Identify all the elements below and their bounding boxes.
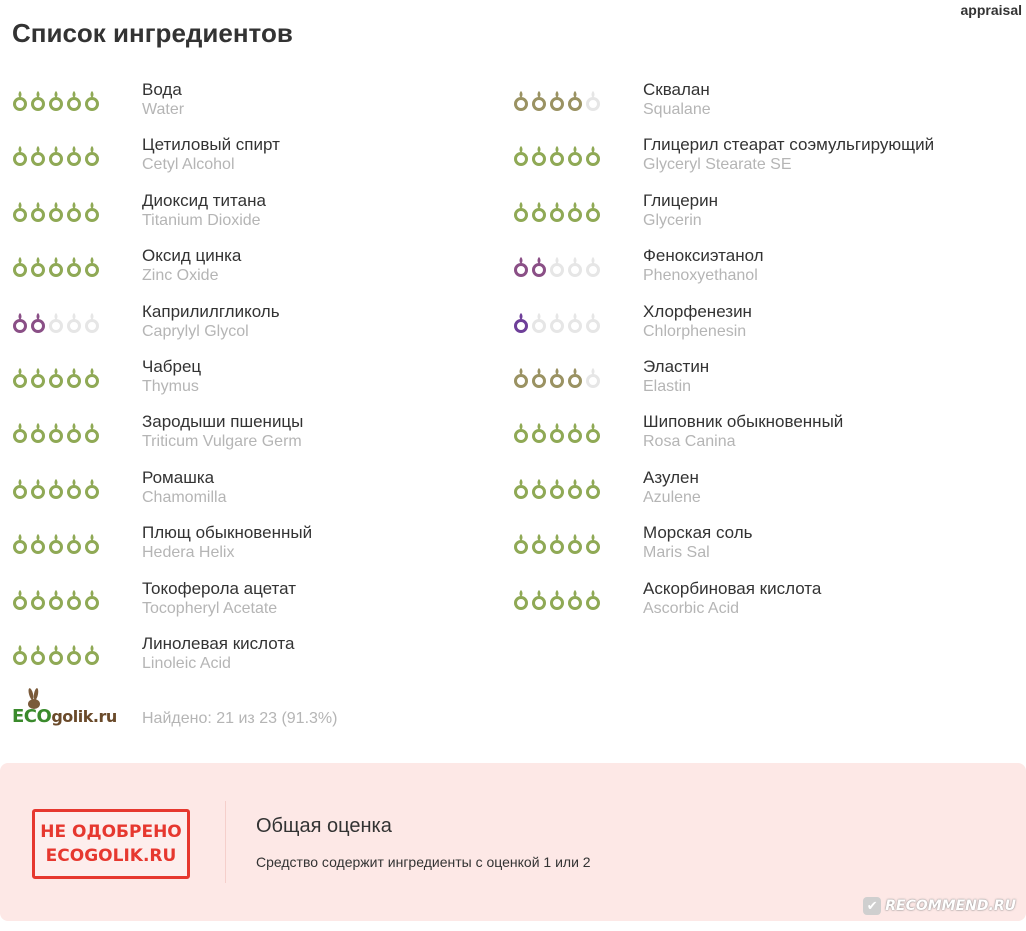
ingredient-names [142,135,280,175]
rating-drop-icon [585,422,601,444]
rating-drop-icon [549,145,565,167]
ingredient-name-ru: Хлорфенезин [643,301,752,321]
rating-drop-icon [84,589,100,611]
rating-drop-icon [531,90,547,112]
ingredient-names [643,246,764,286]
ingredient-rating [513,90,613,112]
rating-drop-icon [567,201,583,223]
ingredient-row[interactable] [513,466,1013,521]
rating-drop-icon [531,312,547,334]
ingredient-name-en: Glyceryl Stearate SE [643,156,792,174]
ingredient-name-en: Cetyl Alcohol [142,156,235,174]
rating-drop-icon [66,90,82,112]
ingredient-name-en: Titanium Dioxide [142,211,261,229]
ingredient-name-en: Triticum Vulgare Germ [142,433,302,451]
rating-drop-icon [12,478,28,500]
ingredient-name-ru: Феноксиэтанол [643,246,764,266]
stamp-line-2: ECOGOLIK.RU [45,846,177,866]
ingredient-row[interactable] [513,133,1013,188]
verdict-panel [0,763,1026,921]
rating-drop-icon [549,367,565,389]
rating-drop-icon [531,533,547,555]
logo-golik: golik.ru [51,707,117,726]
ingredient-row[interactable] [12,78,512,133]
rating-drop-icon [48,644,64,666]
ingredient-name-ru: Сквалан [643,80,710,99]
verdict-title: Общая оценка [256,815,392,837]
not-approved-stamp [32,809,190,879]
ingredient-names [142,357,201,397]
rating-drop-icon [84,644,100,666]
ingredient-name-en: Ascorbic Acid [643,599,740,617]
rating-drop-icon [84,478,100,500]
rating-drop-icon [513,367,529,389]
watermark-text: RECOMMEND.RU [885,898,1016,914]
rating-drop-icon [567,90,583,112]
rating-drop-icon [66,256,82,278]
rating-drop-icon [567,367,583,389]
rating-drop-icon [585,201,601,223]
ingredient-rating [12,201,112,223]
rating-drop-icon [30,644,46,666]
ingredient-names [142,412,303,452]
rating-drop-icon [513,90,529,112]
rating-drop-icon [531,256,547,278]
ingredient-name-ru: Плющ обыкновенный [142,523,313,543]
ingredient-names [643,357,709,397]
ingredient-list [0,78,1026,688]
rating-drop-icon [84,312,100,334]
rating-drop-icon [567,422,583,444]
ingredient-rating [513,422,613,444]
ingredient-names [142,579,296,619]
rating-drop-icon [585,589,601,611]
ingredient-name-en: Azulene [643,488,701,506]
ingredient-row[interactable] [12,521,512,576]
rating-drop-icon [567,145,583,167]
rating-drop-icon [30,589,46,611]
ingredient-name-en: Rosa Canina [643,433,736,451]
rating-drop-icon [531,201,547,223]
ecogolik-logo[interactable] [12,688,124,732]
ingredient-column-right [513,78,1013,632]
ingredient-row[interactable] [513,521,1013,576]
ingredient-rating [513,589,613,611]
rating-drop-icon [30,533,46,555]
ingredient-row[interactable] [513,300,1013,355]
rating-drop-icon [585,145,601,167]
rating-drop-icon [84,145,100,167]
ingredient-name-en: Thymus [142,377,199,395]
rating-drop-icon [567,256,583,278]
ingredient-name-en: Hedera Helix [142,544,235,562]
logo-text [12,706,117,727]
ingredient-name-ru: Каприлилгликоль [142,301,280,321]
ingredient-name-en: Linoleic Acid [142,654,231,672]
ingredient-rating [513,312,613,334]
rating-drop-icon [84,367,100,389]
rating-drop-icon [30,201,46,223]
ingredient-row[interactable] [513,410,1013,465]
rating-drop-icon [549,256,565,278]
ingredient-row[interactable] [513,78,1013,133]
rating-drop-icon [585,533,601,555]
ingredient-row[interactable] [12,577,512,632]
rating-drop-icon [585,256,601,278]
rating-drop-icon [48,478,64,500]
ingredient-row[interactable] [12,410,512,465]
rating-drop-icon [513,589,529,611]
rating-drop-icon [549,422,565,444]
rating-drop-icon [12,90,28,112]
rating-drop-icon [30,367,46,389]
ingredient-rating [12,422,112,444]
rating-drop-icon [48,589,64,611]
rating-drop-icon [12,367,28,389]
ingredient-name-ru: Цетиловый спирт [142,135,280,155]
rating-drop-icon [66,312,82,334]
rating-drop-icon [48,312,64,334]
rating-drop-icon [567,312,583,334]
rating-drop-icon [12,256,28,278]
ingredient-rating [513,201,613,223]
rating-drop-icon [48,367,64,389]
rating-drop-icon [66,644,82,666]
rating-drop-icon [513,533,529,555]
rating-drop-icon [12,145,28,167]
ingredient-rating [12,312,112,334]
ingredient-row[interactable] [12,189,512,244]
ingredient-rating [513,367,613,389]
ingredient-names [142,191,266,231]
summary-line [12,688,612,732]
ingredient-names [643,412,843,452]
ingredient-rating [12,367,112,389]
ingredient-name-en: Zinc Oxide [142,267,219,285]
ingredient-row[interactable] [513,577,1013,632]
ingredient-names [643,80,711,120]
ingredient-name-ru: Диоксид титана [142,190,266,210]
ingredient-names [643,302,752,342]
rating-drop-icon [585,90,601,112]
rating-drop-icon [549,90,565,112]
ingredient-names [142,634,294,674]
rating-drop-icon [549,533,565,555]
ingredient-name-en: Chamomilla [142,488,227,506]
rating-drop-icon [30,312,46,334]
stamp-line-1: НЕ ОДОБРЕНО [40,822,182,842]
ingredient-row[interactable] [513,355,1013,410]
recommend-watermark [863,897,1016,915]
rating-drop-icon [66,145,82,167]
ingredient-name-ru: Азулен [643,467,699,487]
rating-drop-icon [30,422,46,444]
rating-drop-icon [531,478,547,500]
rating-drop-icon [48,90,64,112]
rating-drop-icon [513,145,529,167]
rating-drop-icon [48,145,64,167]
rating-drop-icon [513,201,529,223]
ingredient-names [142,246,241,286]
ingredient-name-en: Maris Sal [643,544,710,562]
rating-drop-icon [549,478,565,500]
logo-eco: ECO [12,706,52,727]
rating-drop-icon [66,367,82,389]
rating-drop-icon [12,533,28,555]
rating-drop-icon [567,589,583,611]
ingredient-rating [513,145,613,167]
ingredient-rating [513,256,613,278]
rating-drop-icon [549,589,565,611]
ingredient-rating [513,478,613,500]
ingredient-row[interactable] [12,466,512,521]
ingredient-names [643,135,934,175]
ingredient-name-ru: Ромашка [142,467,215,487]
ingredient-name-ru: Оксид цинка [142,246,242,266]
rating-drop-icon [531,145,547,167]
rating-drop-icon [48,533,64,555]
ingredient-name-ru: Шиповник обыкновенный [643,412,844,432]
ingredient-name-ru: Зародыши пшеницы [142,412,304,432]
ingredient-names [142,523,312,563]
rating-drop-icon [48,201,64,223]
ingredient-name-ru: Чабрец [142,356,202,376]
ingredient-names [643,191,718,231]
ingredient-names [142,80,184,120]
ingredient-names [643,468,701,508]
ingredient-name-ru: Глицерил стеарат соэмульгирующий [643,135,935,155]
ingredient-name-ru: Глицерин [643,190,719,210]
ingredient-row[interactable] [513,189,1013,244]
ingredient-name-ru: Аскорбиновая кислота [643,578,822,598]
rating-drop-icon [12,312,28,334]
rating-drop-icon [66,201,82,223]
verdict-description: Средство содержит ингредиенты с оценкой 1 или 2 [256,854,591,870]
rating-drop-icon [585,312,601,334]
rating-drop-icon [84,201,100,223]
rating-drop-icon [30,145,46,167]
rating-drop-icon [12,644,28,666]
ingredient-name-ru: Вода [142,80,182,99]
rating-drop-icon [66,422,82,444]
rating-drop-icon [531,367,547,389]
rating-drop-icon [12,201,28,223]
rating-drop-icon [549,201,565,223]
rating-drop-icon [66,478,82,500]
ingredient-name-en: Chlorphenesin [643,322,747,340]
ingredient-name-en: Glycerin [643,211,702,229]
rating-drop-icon [48,422,64,444]
rating-drop-icon [531,589,547,611]
ingredient-name-en: Elastin [643,377,692,395]
corner-label: appraisal [960,2,1022,18]
ingredient-row[interactable] [12,133,512,188]
rating-drop-icon [66,589,82,611]
rating-drop-icon [30,478,46,500]
ingredient-rating [12,644,112,666]
rating-drop-icon [12,589,28,611]
ingredient-row[interactable] [12,355,512,410]
rating-drop-icon [513,422,529,444]
ingredient-rating [513,533,613,555]
ingredient-names [142,302,280,342]
ingredient-rating [12,533,112,555]
ingredient-name-ru: Линолевая кислота [142,633,295,653]
rating-drop-icon [84,533,100,555]
ingredient-name-en: Phenoxyethanol [643,267,758,285]
ingredient-name-en: Tocopheryl Acetate [142,599,278,617]
rating-drop-icon [513,312,529,334]
rating-drop-icon [84,90,100,112]
ingredient-row[interactable] [12,632,512,687]
ingredient-rating [12,589,112,611]
rating-drop-icon [84,256,100,278]
ingredient-row[interactable] [12,244,512,299]
page-title: Список ингредиентов [12,18,293,48]
rating-drop-icon [30,256,46,278]
ingredient-column-left [12,78,512,687]
ingredient-name-ru: Эластин [643,356,710,376]
rating-drop-icon [567,533,583,555]
rating-drop-icon [585,367,601,389]
verdict-divider [225,801,226,883]
rating-drop-icon [12,422,28,444]
rating-drop-icon [66,533,82,555]
ingredient-rating [12,145,112,167]
recommend-logo-icon: ✔ [863,897,881,915]
rating-drop-icon [513,256,529,278]
ingredient-rating [12,478,112,500]
ingredient-names [643,579,821,619]
ingredient-name-ru: Токоферола ацетат [142,578,297,598]
rating-drop-icon [531,422,547,444]
rating-drop-icon [84,422,100,444]
rating-drop-icon [48,256,64,278]
rating-drop-icon [585,478,601,500]
rating-drop-icon [567,478,583,500]
ingredient-rating [12,256,112,278]
found-count: Найдено: 21 из 23 (91.3%) [142,710,338,727]
ingredient-names [142,468,226,508]
rating-drop-icon [30,90,46,112]
ingredient-row[interactable] [513,244,1013,299]
ingredient-name-ru: Морская соль [643,523,753,543]
ingredient-rating [12,90,112,112]
ingredient-name-en: Water [142,101,185,118]
rating-drop-icon [513,478,529,500]
ingredient-name-en: Caprylyl Glycol [142,322,249,340]
ingredient-name-en: Squalane [643,101,711,118]
ingredient-names [643,523,753,563]
ingredient-row[interactable] [12,300,512,355]
rating-drop-icon [549,312,565,334]
